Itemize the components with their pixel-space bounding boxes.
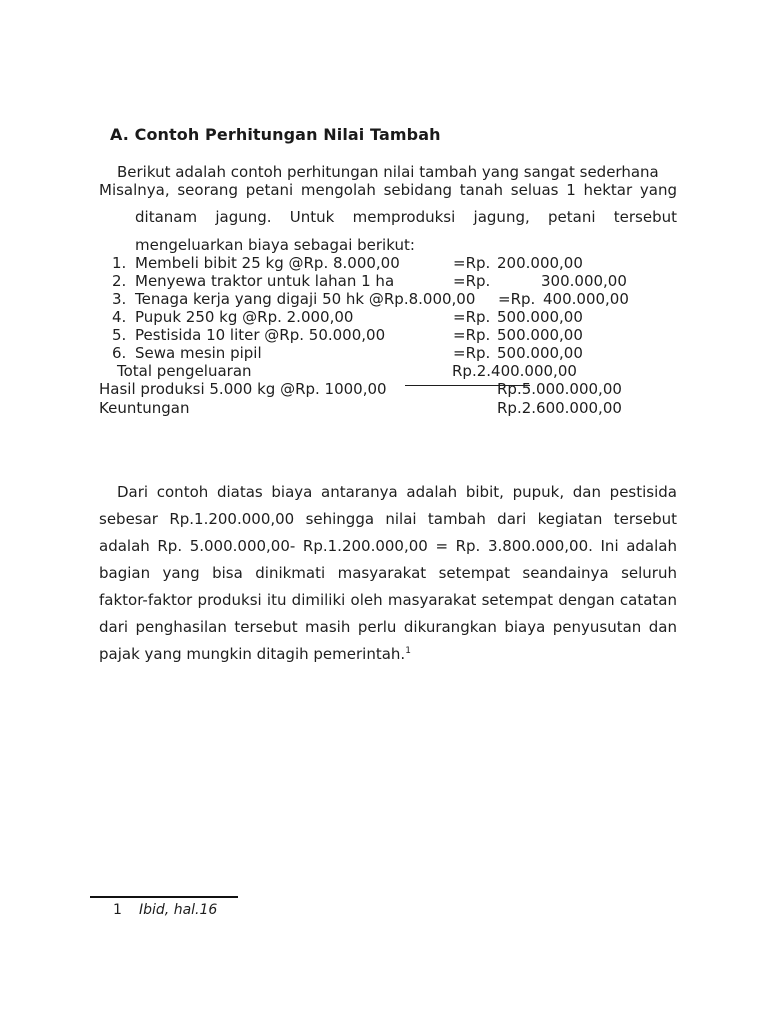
cost-item-amount: 300.000,00 bbox=[541, 272, 627, 290]
cost-item-amount: 500.000,00 bbox=[497, 344, 583, 362]
conclusion-line-7 bbox=[99, 645, 411, 663]
cost-item-eq: =Rp. bbox=[453, 272, 491, 290]
cost-item-label: Membeli bibit 25 kg @Rp. 8.000,00 bbox=[135, 254, 400, 272]
cost-item-label: Menyewa traktor untuk lahan 1 ha bbox=[135, 272, 395, 290]
cost-item-amount: 500.000,00 bbox=[497, 326, 583, 344]
list-number: 4. bbox=[112, 308, 127, 326]
cost-item-label: Pestisida 10 liter @Rp. 50.000,00 bbox=[135, 326, 386, 344]
section-heading: A. Contoh Perhitungan Nilai Tambah bbox=[110, 125, 441, 144]
cost-item-amount: 200.000,00 bbox=[497, 254, 583, 272]
cost-item-eq: =Rp. bbox=[498, 290, 536, 308]
footnote-number: 1 bbox=[113, 902, 122, 918]
cost-item-amount: 400.000,00 bbox=[543, 290, 629, 308]
conclusion-line-6: dari penghasilan tersebut masih perlu dikurangkan biaya penyusutan dan bbox=[99, 618, 677, 636]
cost-item-eq: =Rp. bbox=[453, 326, 491, 344]
conclusion-line-7-text: pajak yang mungkin ditagih pemerintah. bbox=[99, 645, 406, 663]
intro-line-3: ditanam jagung. Untuk memproduksi jagung, petani tersebut bbox=[135, 208, 677, 226]
footnote-divider bbox=[90, 896, 238, 898]
list-number: 5. bbox=[112, 326, 127, 344]
conclusion-line-2: sebesar Rp.1.200.000,00 sehingga nilai tambah dari kegiatan tersebut bbox=[99, 510, 677, 528]
conclusion-line-1: Dari contoh diatas biaya antaranya adalah bibit, pupuk, dan pestisida bbox=[117, 483, 677, 501]
list-number: 6. bbox=[112, 344, 127, 362]
total-amount: Rp.2.400.000,00 bbox=[452, 362, 577, 380]
cost-item-label: Sewa mesin pipil bbox=[135, 344, 262, 362]
total-label: Total pengeluaran bbox=[117, 362, 252, 380]
intro-line-2: Misalnya, seorang petani mengolah sebidang tanah seluas 1 hektar yang bbox=[99, 181, 677, 199]
cost-item-eq: =Rp. bbox=[453, 344, 491, 362]
cost-item-label: Pupuk 250 kg @Rp. 2.000,00 bbox=[135, 308, 354, 326]
intro-line-4: mengeluarkan biaya sebagai berikut: bbox=[135, 236, 415, 254]
footnote-text: Ibid, hal.16 bbox=[139, 902, 218, 918]
conclusion-line-3: adalah Rp. 5.000.000,00- Rp.1.200.000,00 = Rp. 3.800.000,00. Ini adalah bbox=[99, 537, 677, 555]
list-number: 3. bbox=[112, 290, 127, 308]
conclusion-line-4: bagian yang bisa dinikmati masyarakat setempat seandainya seluruh bbox=[99, 564, 677, 582]
profit-amount: Rp.2.600.000,00 bbox=[497, 399, 622, 417]
cost-item-eq: =Rp. bbox=[453, 254, 491, 272]
production-label: Hasil produksi 5.000 kg @Rp. 1000,00 bbox=[99, 380, 387, 398]
cost-item-amount: 500.000,00 bbox=[497, 308, 583, 326]
list-number: 1. bbox=[112, 254, 127, 272]
cost-item-eq: =Rp. bbox=[453, 308, 491, 326]
profit-label: Keuntungan bbox=[99, 399, 190, 417]
cost-item-label: Tenaga kerja yang digaji 50 hk @Rp.8.000,00 bbox=[135, 290, 476, 308]
intro-line-1: Berikut adalah contoh perhitungan nilai tambah yang sangat sederhana bbox=[117, 163, 659, 181]
list-number: 2. bbox=[112, 272, 127, 290]
footnote-reference[interactable]: 1 bbox=[405, 646, 411, 656]
production-amount: Rp.5.000.000,00 bbox=[497, 380, 622, 398]
conclusion-line-5: faktor-faktor produksi itu dimiliki oleh masyarakat setempat dengan catatan bbox=[99, 591, 677, 609]
